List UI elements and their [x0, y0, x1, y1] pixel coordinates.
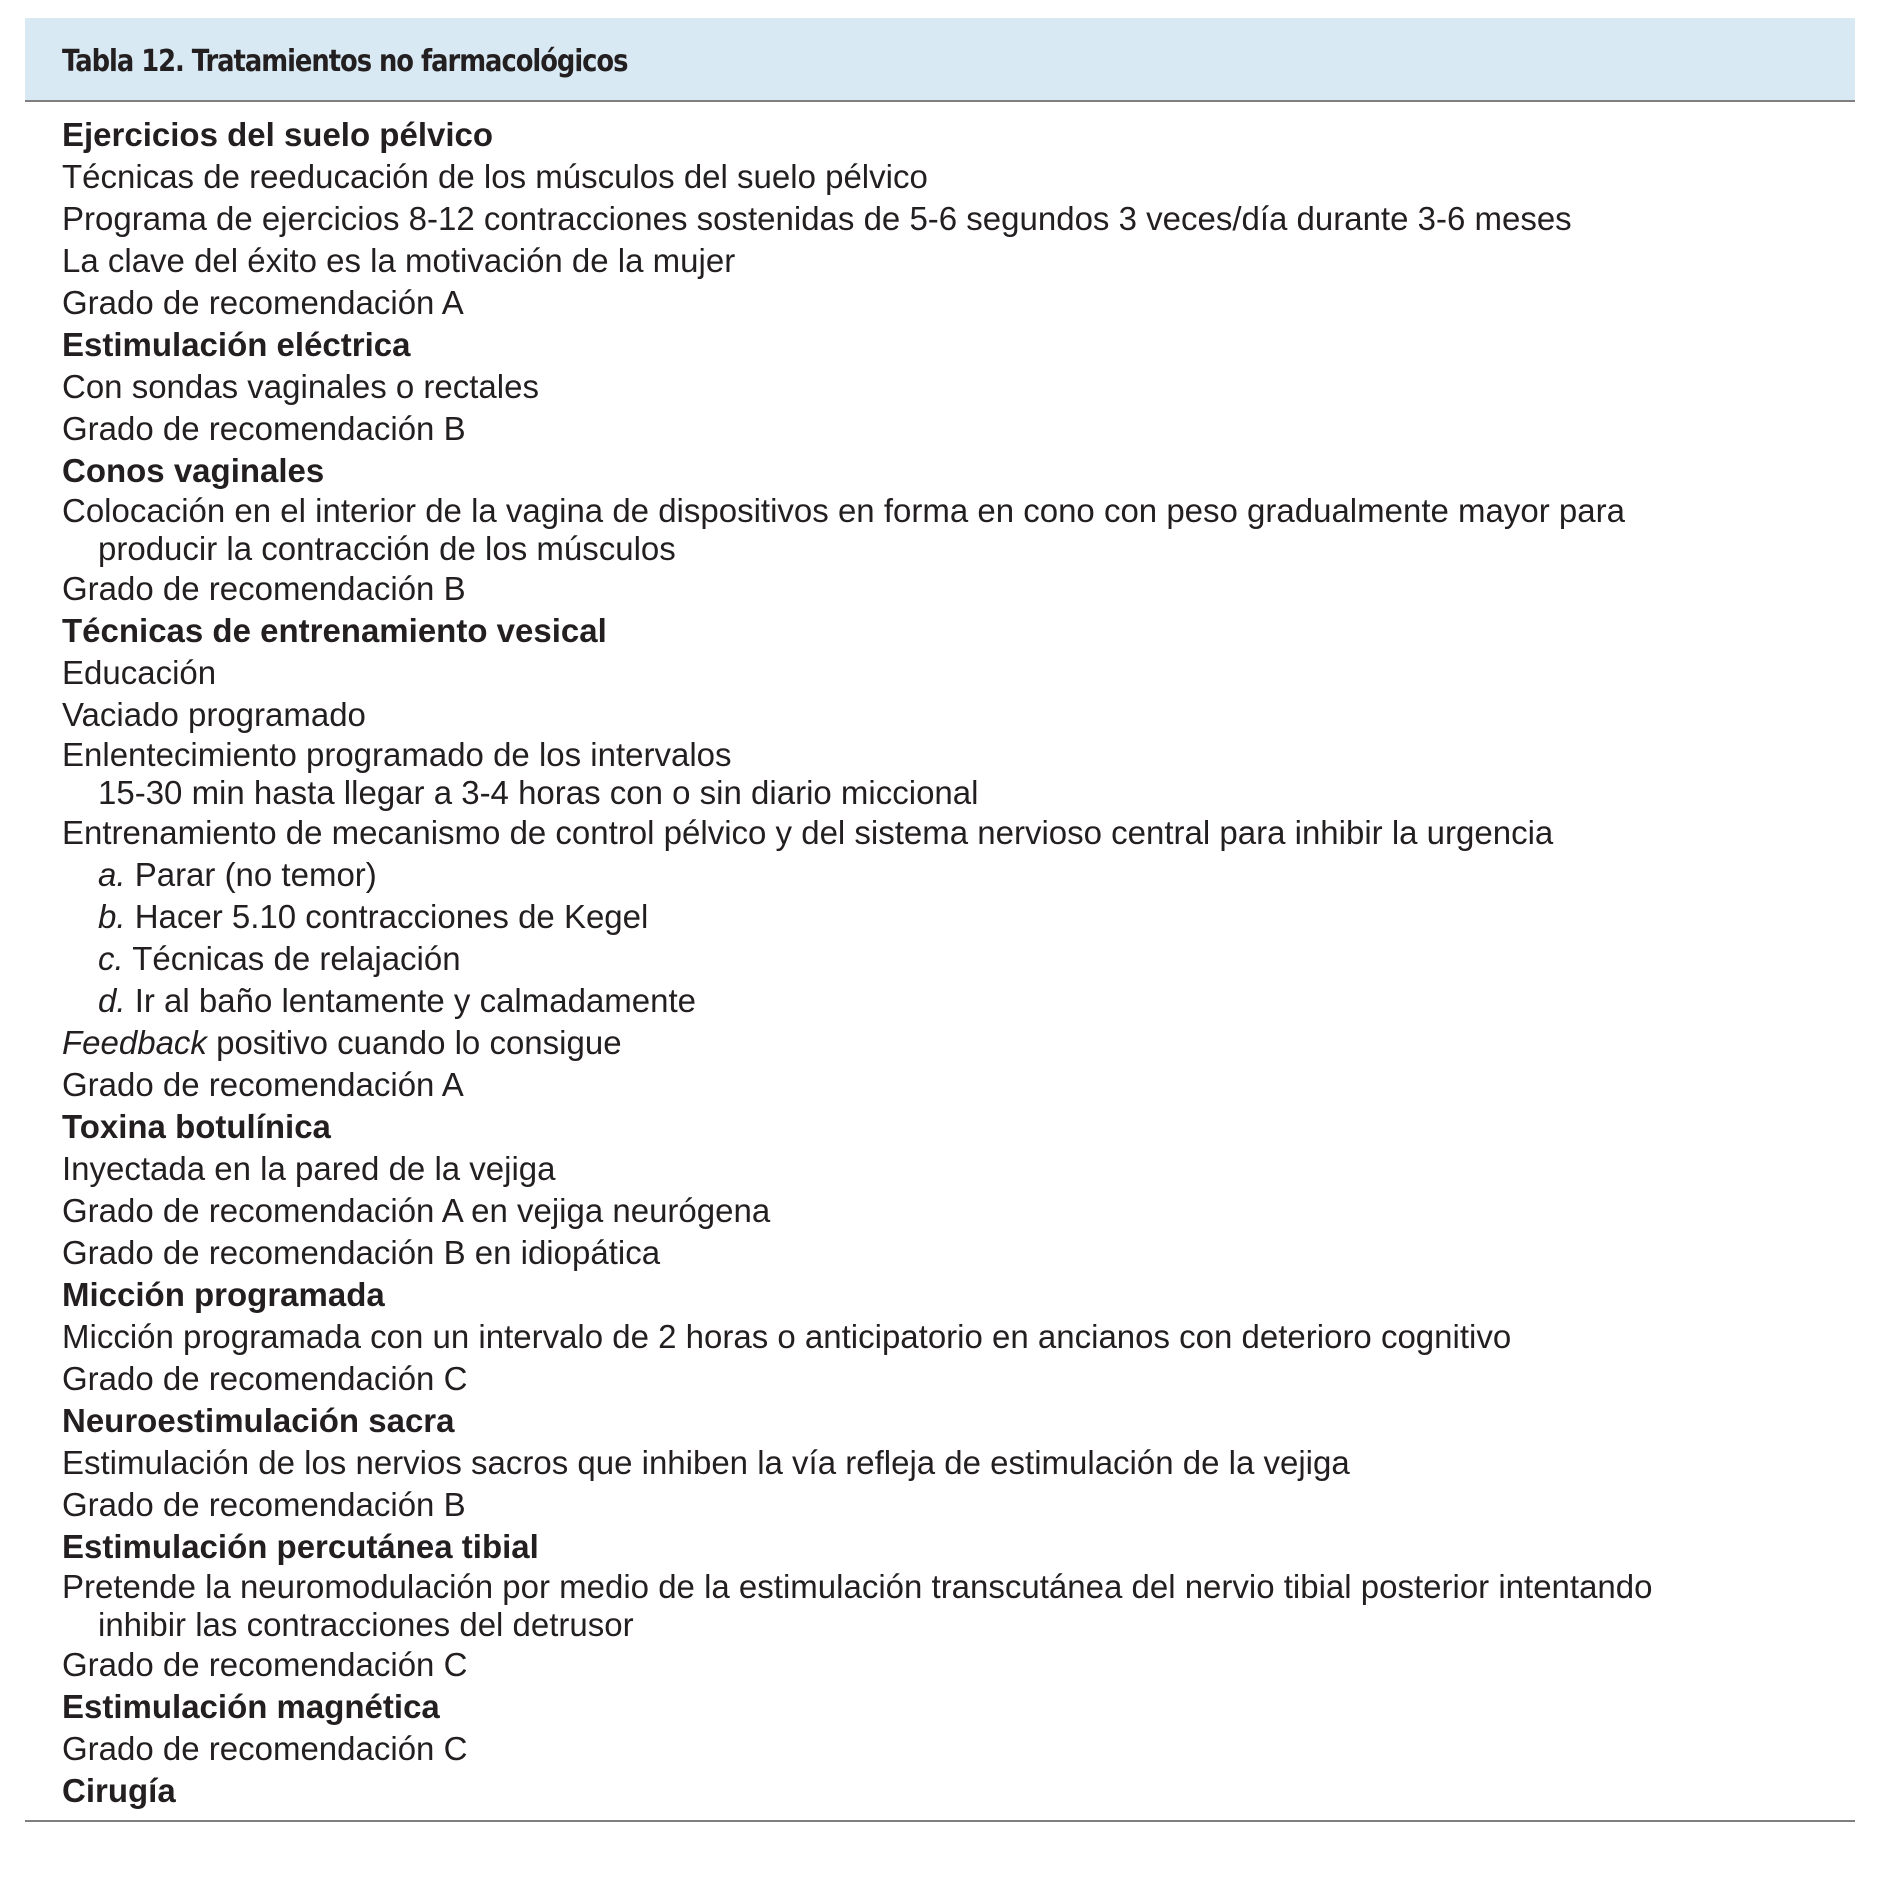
list-text: Hacer 5.10 contracciones de Kegel	[125, 898, 649, 935]
grade-row: Grado de recomendación B en idiopática	[62, 1234, 661, 1271]
grade-row: Grado de recomendación C	[62, 1730, 468, 1767]
list-item	[62, 938, 1855, 980]
list-text: Técnicas de relajación	[123, 940, 461, 977]
table-row-continuation: producir la contracción de los músculos	[98, 530, 676, 567]
grade-row: Grado de recomendación A	[62, 1066, 464, 1103]
grade-row: Grado de recomendación B	[62, 1486, 466, 1523]
list-marker: b.	[98, 898, 126, 935]
list-item	[62, 896, 1855, 938]
section-heading-sacra: Neuroestimulación sacra	[62, 1402, 455, 1439]
list-marker: c.	[98, 940, 124, 977]
feedback-text: positivo cuando lo consigue	[206, 1024, 622, 1061]
section-heading-tibial: Estimulación percutánea tibial	[62, 1528, 539, 1565]
table-row: Con sondas vaginales o rectales	[62, 368, 539, 405]
list-item	[62, 854, 1855, 896]
section-heading-magnetica: Estimulación magnética	[62, 1688, 440, 1725]
table-row: Colocación en el interior de la vagina de dispositivos en forma en cono con peso gradualmente mayor para	[62, 492, 1625, 529]
list-item	[62, 980, 1855, 1022]
table-header	[25, 18, 1855, 102]
table-row: Estimulación de los nervios sacros que inhiben la vía refleja de estimulación de la vejiga	[62, 1444, 1350, 1481]
table-row: Entrenamiento de mecanismo de control pélvico y del sistema nervioso central para inhibir la urgencia	[62, 814, 1554, 851]
section-heading-vesical: Técnicas de entrenamiento vesical	[62, 612, 607, 649]
grade-row: Grado de recomendación A en vejiga neurógena	[62, 1192, 771, 1229]
grade-row: Grado de recomendación B	[62, 410, 466, 447]
table-row: Programa de ejercicios 8-12 contracciones sostenidas de 5-6 segundos 3 veces/día durante 3-6 meses	[62, 200, 1572, 237]
grade-row: Grado de recomendación B	[62, 570, 466, 607]
table-row: Enlentecimiento programado de los intervalos	[62, 736, 732, 773]
list-marker: a.	[98, 856, 126, 893]
list-text: Ir al baño lentamente y calmadamente	[125, 982, 697, 1019]
section-heading-toxina: Toxina botulínica	[62, 1108, 331, 1145]
table-row: Inyectada en la pared de la vejiga	[62, 1150, 556, 1187]
section-heading-cirugia: Cirugía	[62, 1772, 176, 1809]
table-12	[25, 18, 1855, 1822]
table-row: Micción programada con un intervalo de 2 horas o anticipatorio en ancianos con deterioro cognitivo	[62, 1318, 1512, 1355]
section-heading-electrica: Estimulación eléctrica	[62, 326, 411, 363]
list-marker: d.	[98, 982, 126, 1019]
feedback-term: Feedback	[62, 1024, 207, 1061]
grade-row: Grado de recomendación C	[62, 1646, 468, 1683]
table-body	[25, 102, 1855, 1822]
list-text: Parar (no temor)	[125, 856, 377, 893]
grade-row: Grado de recomendación A	[62, 284, 464, 321]
section-heading-suelo: Ejercicios del suelo pélvico	[62, 116, 494, 153]
table-title: Tabla 12. Tratamientos no farmacológicos	[62, 43, 628, 79]
table-row-continuation: inhibir las contracciones del detrusor	[98, 1606, 634, 1643]
table-row: La clave del éxito es la motivación de la mujer	[62, 242, 736, 279]
table-row-continuation: 15-30 min hasta llegar a 3-4 horas con o sin diario miccional	[98, 774, 979, 811]
grade-row: Grado de recomendación C	[62, 1360, 468, 1397]
section-heading-miccion: Micción programada	[62, 1276, 385, 1313]
table-row: Educación	[62, 654, 217, 691]
table-row: Pretende la neuromodulación por medio de la estimulación transcutánea del nervio tibial posterior intentando	[62, 1568, 1653, 1605]
section-heading-conos: Conos vaginales	[62, 452, 325, 489]
table-row: Vaciado programado	[62, 696, 366, 733]
table-row	[62, 1022, 1855, 1064]
table-row: Técnicas de reeducación de los músculos del suelo pélvico	[62, 158, 928, 195]
